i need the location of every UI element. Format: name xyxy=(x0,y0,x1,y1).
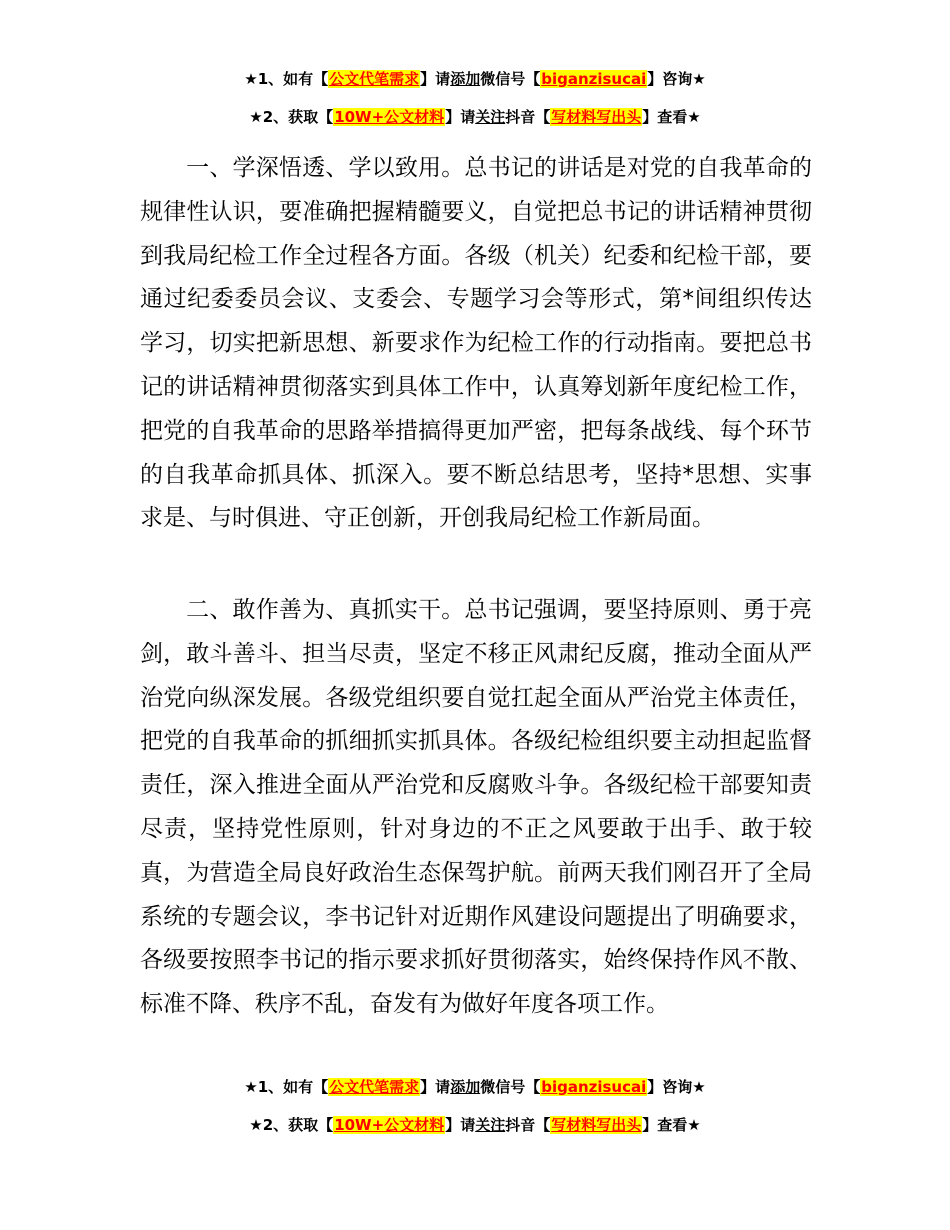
body-paragraph-2 xyxy=(140,589,812,1027)
promo-text: 抖音【 xyxy=(505,108,551,126)
promo-suffix: 】查看★ xyxy=(642,1116,701,1134)
paragraph-text: 一、学深悟透、学以致用。总书记的讲话是对党的自我革命的规律性认识，要准确把握精髓要义，自觉把总书记的讲话精神贯彻到我局纪检工作全过程各方面。各级（机关）纪委和纪检干部，要通过纪委委员会议、支委会、专题学习会等形式，第*间组织传达学习，切实把新思想、新要求作为纪检工作的行动指南。要把总书记的讲话精神贯彻落实到具体工作中，认真筹划新年度纪检工作，把党的自我革命的思路举措搞得更加严密，把每条战线、每个环节的自我革命抓具体、抓深入。要不断总结思考，坚持*思想、实事求是、与时俱进、守正创新，开创我局纪检工作新局面。 xyxy=(140,155,812,532)
promo-text: 微信号【 xyxy=(480,1078,541,1096)
promo-prefix: ★1、如有【 xyxy=(244,1078,329,1096)
promo-highlight-materials: 10W+公文材料 xyxy=(334,108,445,126)
promo-emphasis-follow: 关注 xyxy=(475,1116,506,1134)
footer-promo-line-1 xyxy=(0,1076,950,1098)
header-promo-line-2 xyxy=(0,106,950,128)
promo-highlight-douyin-account: 写材料写出头 xyxy=(551,1116,642,1134)
promo-highlight-materials: 10W+公文材料 xyxy=(334,1116,445,1134)
promo-prefix: ★1、如有【 xyxy=(244,70,329,88)
promo-emphasis-follow: 关注 xyxy=(475,108,506,126)
promo-text: 】请 xyxy=(420,70,451,88)
promo-highlight-douyin-account: 写材料写出头 xyxy=(551,108,642,126)
body-paragraph-1 xyxy=(140,147,812,541)
promo-text: 】请 xyxy=(420,1078,451,1096)
promo-highlight-wechat-id: biganzisucai xyxy=(541,1078,647,1096)
promo-prefix: ★2、获取【 xyxy=(249,108,334,126)
promo-prefix: ★2、获取【 xyxy=(249,1116,334,1134)
promo-suffix: 】咨询★ xyxy=(647,70,706,88)
promo-highlight-wechat-id: biganzisucai xyxy=(541,70,647,88)
paragraph-text: 二、敢作善为、真抓实干。总书记强调，要坚持原则、勇于亮剑，敢斗善斗、担当尽责，坚定不移正风肃纪反腐，推动全面从严治党向纵深发展。各级党组织要自觉扛起全面从严治党主体责任，把党的自我革命的抓细抓实抓具体。各级纪检组织要主动担起监督责任，深入推进全面从严治党和反腐败斗争。各级纪检干部要知责尽责，坚持党性原则，针对身边的不正之风要敢于出手、敢于较真，为营造全局良好政治生态保驾护航。前两天我们刚召开了全局系统的专题会议，李书记针对近期作风建设问题提出了明确要求，各级要按照李书记的指示要求抓好贯彻落实，始终保持作风不散、标准不降、秩序不乱，奋发有为做好年度各项工作。 xyxy=(140,597,812,1018)
promo-text: 】请 xyxy=(445,108,476,126)
footer-promo-line-2 xyxy=(0,1114,950,1136)
promo-highlight-ghostwriting: 公文代笔需求 xyxy=(329,1078,420,1096)
promo-suffix: 】咨询★ xyxy=(647,1078,706,1096)
promo-emphasis-add: 添加 xyxy=(450,1078,481,1096)
promo-text: 抖音【 xyxy=(505,1116,551,1134)
promo-text: 微信号【 xyxy=(480,70,541,88)
header-promo-line-1 xyxy=(0,68,950,90)
promo-highlight-ghostwriting: 公文代笔需求 xyxy=(329,70,420,88)
promo-emphasis-add: 添加 xyxy=(450,70,481,88)
promo-suffix: 】查看★ xyxy=(642,108,701,126)
promo-text: 】请 xyxy=(445,1116,476,1134)
